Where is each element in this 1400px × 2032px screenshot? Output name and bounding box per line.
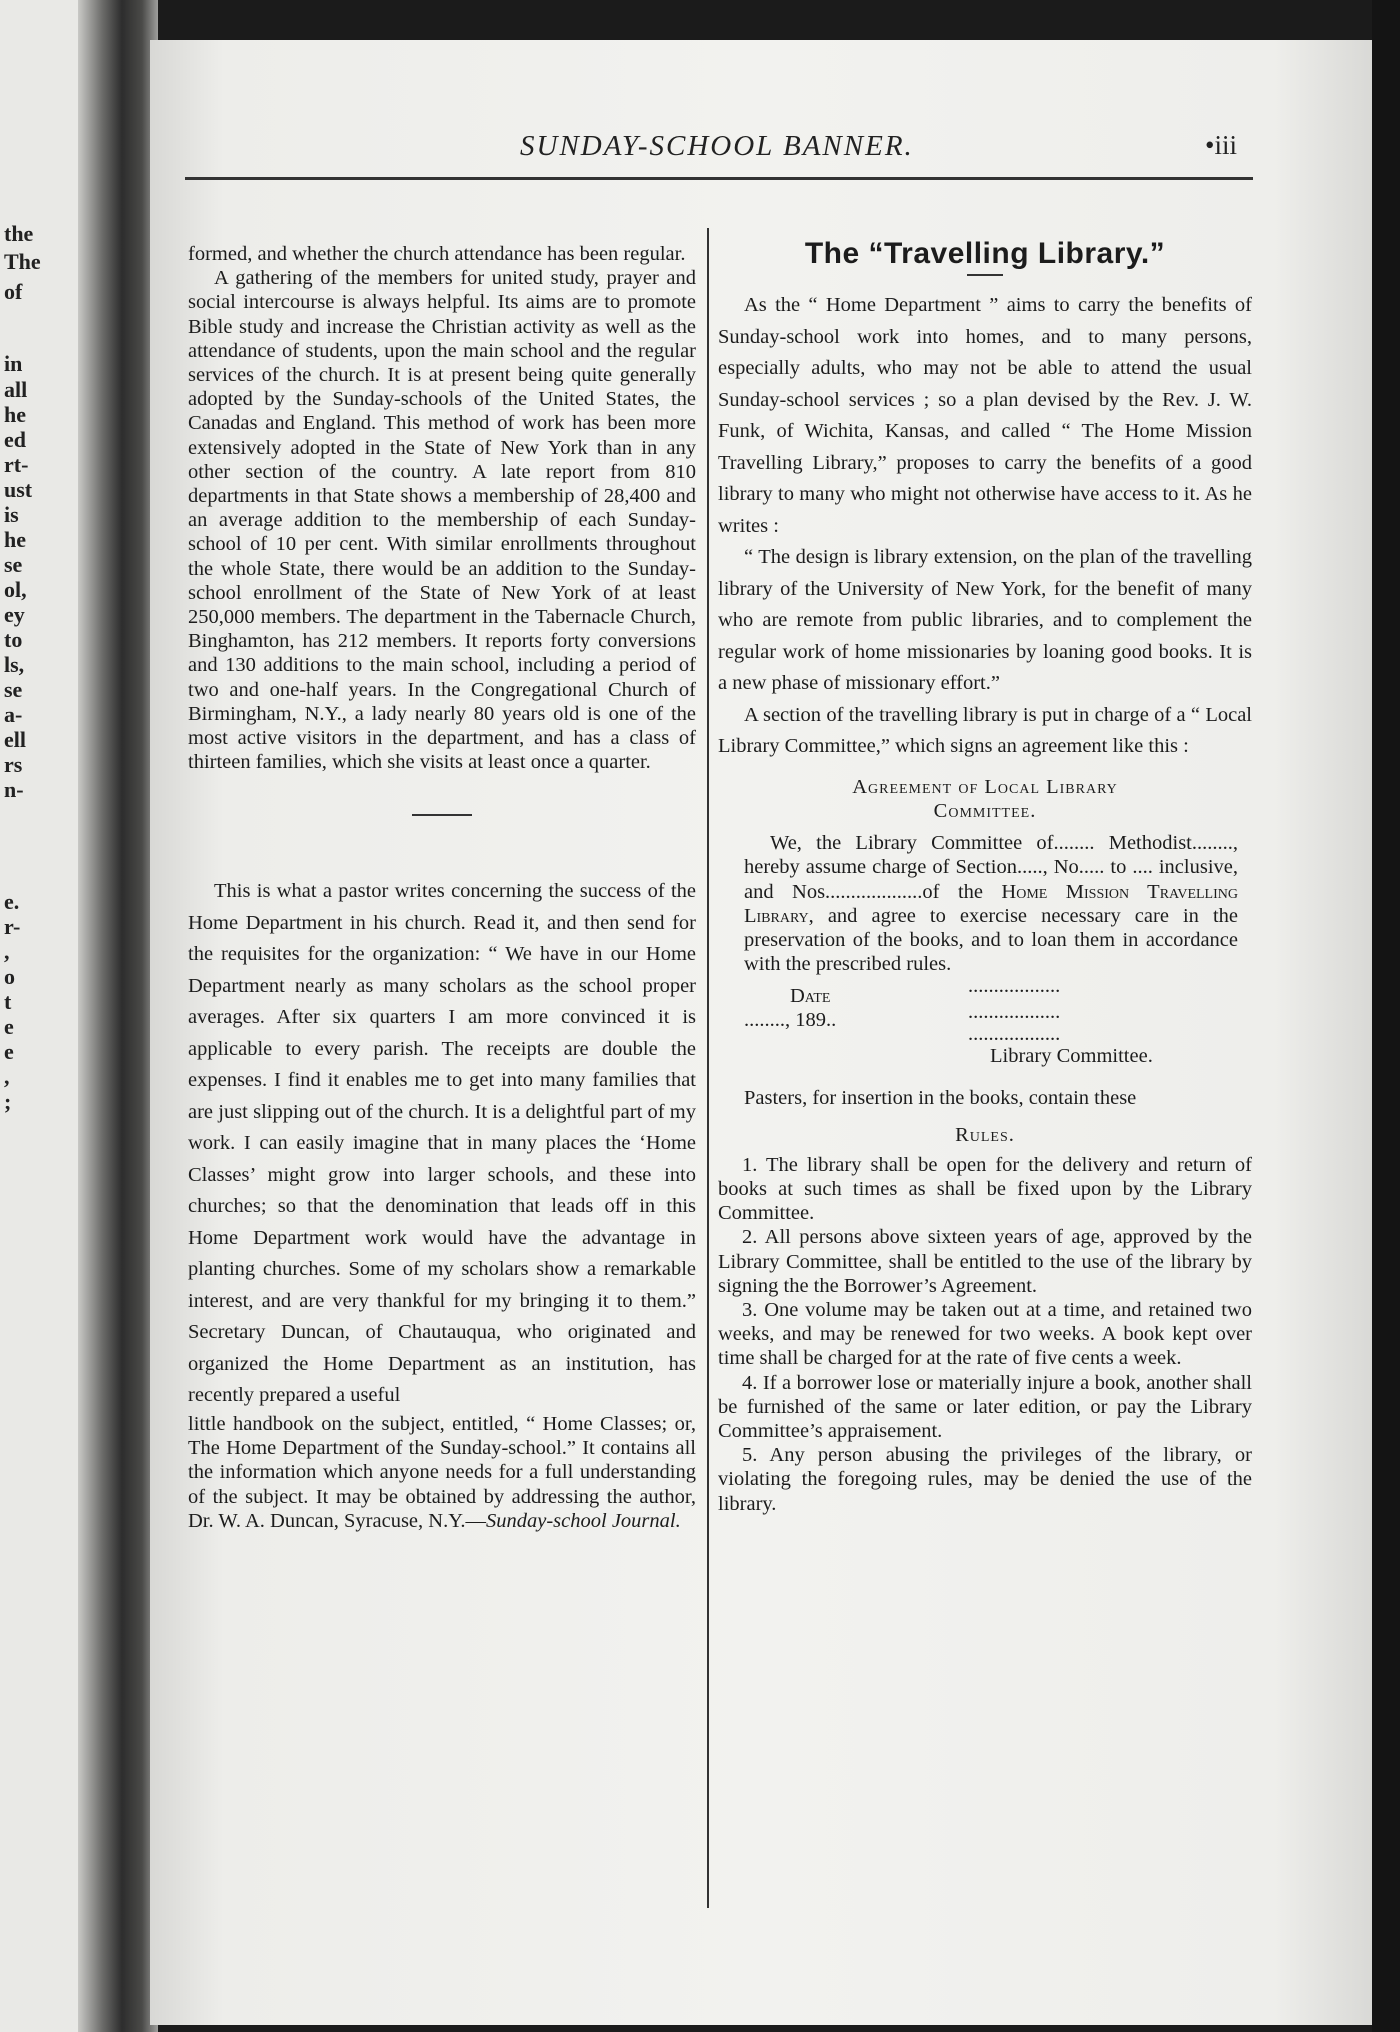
facing-page-text-fragment: rs [4,752,23,777]
facing-page-text-fragment: o [4,964,15,989]
agreement-library-name: Home Mission Travelling Library [744,880,1238,927]
facing-page-text-fragment: , [4,1064,10,1089]
left-column [188,242,696,1533]
facing-page-text-fragment: ; [4,1089,12,1114]
facing-page-text-fragment: he [4,527,26,552]
page-number-text: iii [1214,130,1237,160]
date-value: ........, 189.. [744,1009,837,1032]
book-gutter [78,0,158,2032]
facing-page-text-fragment: rt- [4,452,29,477]
facing-page-text-fragment: se [4,677,23,702]
paragraph-pastor: This is what a pastor writes concerning the success of the Home Department in his church. Read it, and then send for the requisites for the organization: “ We have in our Home Department nearly as many scholars as the school proper averages. After six quarters I am more convinced it is applicable to every parish. The receipts are double the expenses. I find it enables me to get into many families that are just slipping out of the church. It is a delightful part of my work. I can easily imagine that in many places the ‘Home Classes’ might grow into larger schools, and these into churches; so that the denomination that leads off in this Home Department work would have the advantage in planting churches. Some of my scholars show a remarkable interest, and are very thankful for my bringing it to them.” Secretary Duncan, of Chautauqua, who originated and organized the Home Department as an institution, has recently prepared a useful [188,880,696,1407]
page-edge-shadow [1372,0,1400,2032]
facing-page-text-fragment: n- [4,777,24,802]
source-citation: Sunday-school Journal. [486,1509,681,1532]
title-rule [967,274,1003,276]
facing-page-text-fragment: ey [4,602,25,627]
facing-page-text-fragment: ed [4,427,26,452]
facing-page-text-fragment: se [4,552,23,577]
signature-block [718,975,1252,1068]
facing-page-text-fragment: e. [4,889,20,914]
facing-page-text-fragment: of [4,279,23,304]
column-rule [707,228,709,1908]
page-number: •iii [1205,130,1237,160]
facing-page-text-fragment: in [4,351,23,376]
signature-dots-1: .................. [968,975,1061,998]
signature-dots-3: .................. [968,1023,1061,1046]
facing-page-text-fragment: t [4,989,12,1014]
paragraph-home-department: As the “ Home Department ” aims to carry the benefits of Sunday-school work into homes, and to many persons, especially adults, who may not be able to attend the usual Sunday-school services ; so a plan devised by the Rev. J. W. Funk, of Wichita, Kansas, and called “ The Home Mission Travelling Library,” proposes to carry the benefits of a good library to many who might not otherwise have access to it. As he writes : [718,294,1252,537]
agreement-body [718,831,1252,976]
rule-item: 4. If a borrower lose or materially injure a book, another shall be furnished of the same or later edition, or pay the Library Committee’s appraisement. [718,1371,1252,1442]
paragraph-design: “ The design is library extension, on the plan of the travelling library of the University of New York, for the benefit of many who are remote from public libraries, and to complement the regular work of home missionaries by loaning good books. It is a new phase of missionary effort.” [718,546,1252,695]
facing-page-text-fragment: is [4,502,19,527]
facing-page-text-fragment: e [4,1039,14,1064]
right-column [718,237,1252,1516]
facing-page-text-fragment: he [4,402,26,427]
article-title: The “Travelling Library.” [804,237,1166,270]
facing-page-text-fragment: , [4,939,10,964]
running-head: SUNDAY-SCHOOL BANNER. [520,130,914,162]
paragraph-handbook [188,1412,696,1533]
paragraph-pasters: Pasters, for insertion in the books, contain these [744,1087,1137,1110]
facing-page-text-fragment: r- [4,914,21,939]
header-rule [185,177,1253,180]
agreement-heading [718,775,1252,823]
rules-heading: Rules. [955,1123,1015,1146]
facing-page-text-fragment: all [4,377,28,402]
facing-page-text-fragment: ell [4,727,26,752]
agreement-text-end: , and agree to exercise necessary care in the preservation of the books, and to loan them in accordance with the prescribed rules. [744,904,1238,976]
agreement-text: We, the Library Committee of........ Methodist........, hereby assume charge of Section....., No..... to .... inclusive, and Nos...................of the [744,832,1238,903]
handbook-text: little handbook on the subject, entitled, “ Home Classes; or, The Home Department of the Sunday-school.” It contains all the information which anyone needs for a full understanding of the subject. It may be obtained by addressing the author, Dr. W. A. Duncan, Syracuse, N.Y.— [188,1412,696,1532]
date-label: Date [790,985,831,1008]
facing-page-text-fragment: ol, [4,577,27,602]
agreement-heading-line-1: Agreement of Local Library [852,775,1118,798]
paragraph-formed: formed, and whether the church attendance has been regular. [188,243,686,265]
facing-page-text-fragment: a- [4,702,23,727]
rule-item: 3. One volume may be taken out at a time, and retained two weeks, and may be renewed for two weeks. A book kept over time shall be charged for at the rate of five cents a week. [718,1298,1252,1370]
rules-list [718,1153,1252,1516]
section-separator [412,814,472,816]
paragraph-gathering: A gathering of the members for united study, prayer and social intercourse is always helpful. Its aims are to promote Bible study and increase the Christian activity as well as the attendance of students, upon the main school and the regular services of the church. It is at present being quite generally adopted by the Sunday-schools of the United States, the Canadas and England. This method of work has been more extensively adopted in the State of New York than in any other section of the country. A late report from 810 departments in that State shows a membership of 28,400 and an average addition to the membership of each Sunday-school of 10 per cent. With similar enrollments throughout the whole State, there would be an addition to the Sunday-school enrollment of the State of New York of at least 250,000 members. The department in the Tabernacle Church, Binghamton, has 212 members. It reports forty conversions and 130 additions to the main school, including a period of two and one-half years. In the Congregational Church of Birmingham, N.Y., a lady nearly 80 years old is one of the most active visitors in the department, and has a class of thirteen families, which she visits at least once a quarter. [188,267,696,774]
rule-item: 2. All persons above sixteen years of age, approved by the Library Committee, shall be entitled to the use of the library by signing the the Borrower’s Agreement. [718,1226,1252,1297]
agreement-heading-line-2: Committee. [933,799,1037,822]
rule-item: 1. The library shall be open for the delivery and return of books at such times as shall be fixed upon by the Library Committee. [718,1153,1252,1225]
facing-page-text-fragment: ls, [4,652,25,677]
signature-dots-2: .................. [968,1001,1061,1024]
facing-page-text-fragment: The [4,249,41,274]
rule-item: 5. Any person abusing the privileges of the library, or violating the foregoing rules, may be denied the use of the library. [718,1444,1252,1515]
facing-page-text-fragment: to [4,627,23,652]
paragraph-section: A section of the travelling library is put in charge of a “ Local Library Committee,” which signs an agreement like this : [718,703,1252,758]
facing-page-text-fragment: the [4,221,34,246]
signature-label: Library Committee. [990,1045,1153,1068]
facing-page-text-fragment: ust [4,477,33,502]
facing-page-text-fragment: e [4,1014,14,1039]
